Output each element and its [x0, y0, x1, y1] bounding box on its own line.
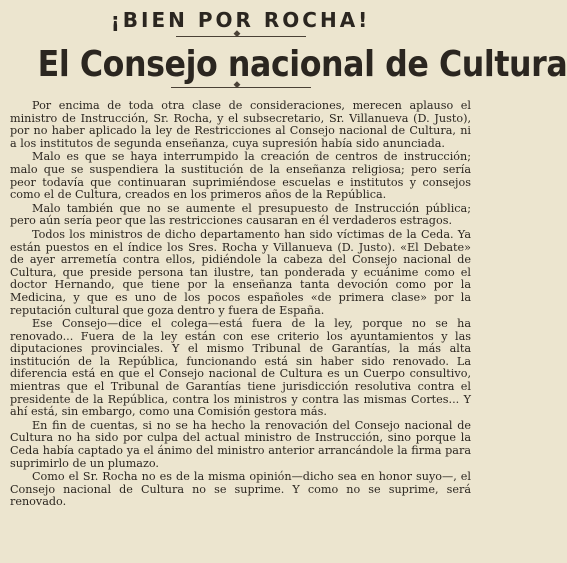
- ornamental-rule-top: [176, 36, 306, 43]
- headline: El Consejo nacional de Cultura: [37, 44, 567, 85]
- paragraph: En fin de cuentas, si no se ha hecho la renovación del Consejo nacional de Cultura no ha sido por culpa del actual ministro de Instrucción, sino porque la Ceda había captado ya el ánimo del ministro anterior arrancándole la firma para suprimirlo de un plumazo.: [10, 418, 471, 470]
- paragraph: Malo es que se haya interrumpido la creación de centros de instrucción; malo que se suspendiera la sustitución de la enseñanza religiosa; pero sería peor todavía que continuaran suprimiéndose escuelas e institutos y consejos como el de Cultura, creados en los primeros años de la República.: [10, 150, 471, 202]
- paragraph: Ese Consejo—dice el colega—está fuera de la ley, porque no se ha renovado... Fuera de la ley están con ese criterio los ayuntamientos y las diputaciones provinciales. Y el mismo Tribunal de Garantías, la más alta institución de la República, funcionando está sin haber sido renovado. La diferencia está en que el Consejo nacional de Cultura es un Cuerpo consultivo, mientras que el Tribunal de Garantías tiene jurisdicción resolutiva contra el presidente de la República, contra los ministros y contra las mismas Cortes... Y ahí está, sin embargo, como una Comisión gestora más.: [10, 317, 471, 419]
- article-body: [10, 100, 471, 509]
- paragraph: Como el Sr. Rocha no es de la misma opinión—dicho sea en honor suyo—, el Consejo nacional de Cultura no se suprime. Y como no se suprime, será renovado.: [10, 470, 471, 509]
- paragraph: Por encima de toda otra clase de consideraciones, merecen aplauso el ministro de Instrucción, Sr. Rocha, y el subsecretario, Sr. Villanueva (D. Justo), por no haber aplicado la ley de Restricciones al Consejo nacional de Cultura, ni a los institutos de segunda enseñanza, cuya supresión había sido anunciada.: [10, 99, 471, 150]
- paragraph: Todos los ministros de dicho departamento han sido víctimas de la Ceda. Ya están puestos en el índice los Sres. Rocha y Villanueva (D. Justo). «El Debate» de ayer arremetía contra ellos, pidiéndole la cabeza del Consejo nacional de Cultura, que preside persona tan ilustre, tan ponderada y ecuánime como el doctor Hernando, que tiene por la enseñanza tanta devoción como por la Medicina, y que es uno de los pocos españoles «de primera clase» por la reputación cultural que goza dentro y fuera de España.: [10, 227, 471, 317]
- kicker-heading: ¡BIEN POR ROCHA!: [110, 8, 371, 32]
- paragraph: Malo también que no se aumente el presupuesto de Instrucción pública; pero aún sería peor que las restricciones causaran en él verdaderos estragos.: [10, 201, 471, 228]
- ornamental-rule-bottom: [171, 87, 311, 92]
